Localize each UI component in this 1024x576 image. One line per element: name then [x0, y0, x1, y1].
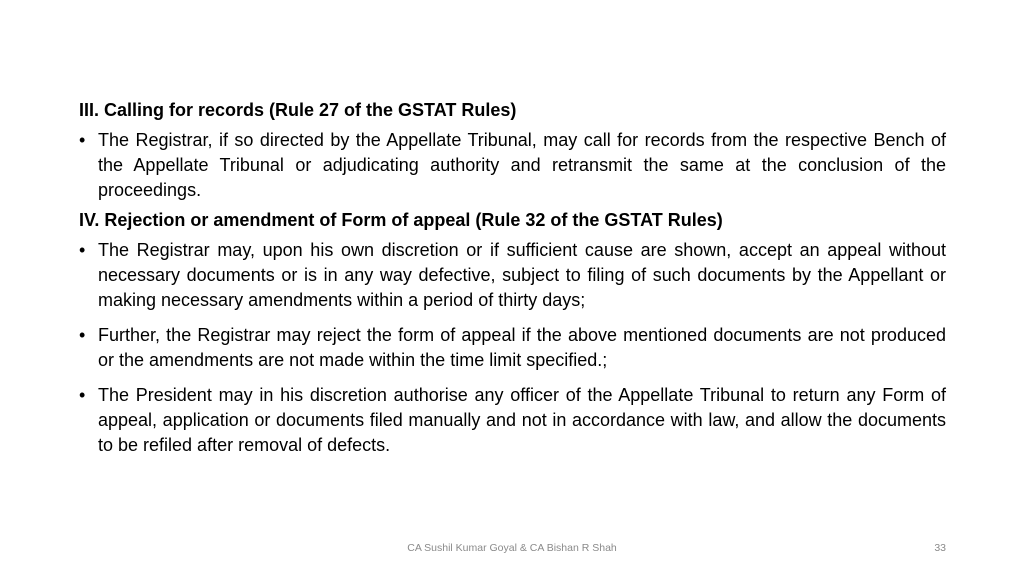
list-item: [79, 383, 946, 458]
slide-content: [79, 98, 946, 463]
section-bullets-calling-for-records: [79, 128, 946, 203]
bullet-text: Further, the Registrar may reject the form of appeal if the above mentioned documents are not produced or the amendments are not made within the time limit specified.;: [98, 325, 946, 370]
bullet-icon: •: [79, 130, 86, 150]
page-number: 33: [934, 542, 946, 554]
list-item: [79, 128, 946, 203]
list-item: [79, 238, 946, 313]
bullet-icon: •: [79, 325, 86, 345]
bullet-text: The President may in his discretion authorise any officer of the Appellate Tribunal to return any Form of appeal, application or documents filed manually and not in accordance with law, and allow the documents to be refiled after removal of defects.: [98, 385, 946, 455]
footer-authors: CA Sushil Kumar Goyal & CA Bishan R Shah: [407, 542, 617, 554]
bullet-icon: •: [79, 240, 86, 260]
list-item: [79, 323, 946, 373]
section-bullets-rejection-or-amendment: [79, 238, 946, 458]
section-heading-rejection-or-amendment: IV. Rejection or amendment of Form of appeal (Rule 32 of the GSTAT Rules): [79, 210, 723, 230]
bullet-text: The Registrar, if so directed by the Appellate Tribunal, may call for records from the respective Bench of the Appellate Tribunal or adjudicating authority and retransmit the same at the conclusion of the proceedings.: [98, 130, 946, 200]
section-heading-calling-for-records: III. Calling for records (Rule 27 of the GSTAT Rules): [79, 100, 517, 120]
bullet-icon: •: [79, 385, 86, 405]
bullet-text: The Registrar may, upon his own discretion or if sufficient cause are shown, accept an appeal without necessary documents or is in any way defective, subject to filing of such documents by the Appellant or making necessary amendments within a period of thirty days;: [98, 240, 946, 310]
